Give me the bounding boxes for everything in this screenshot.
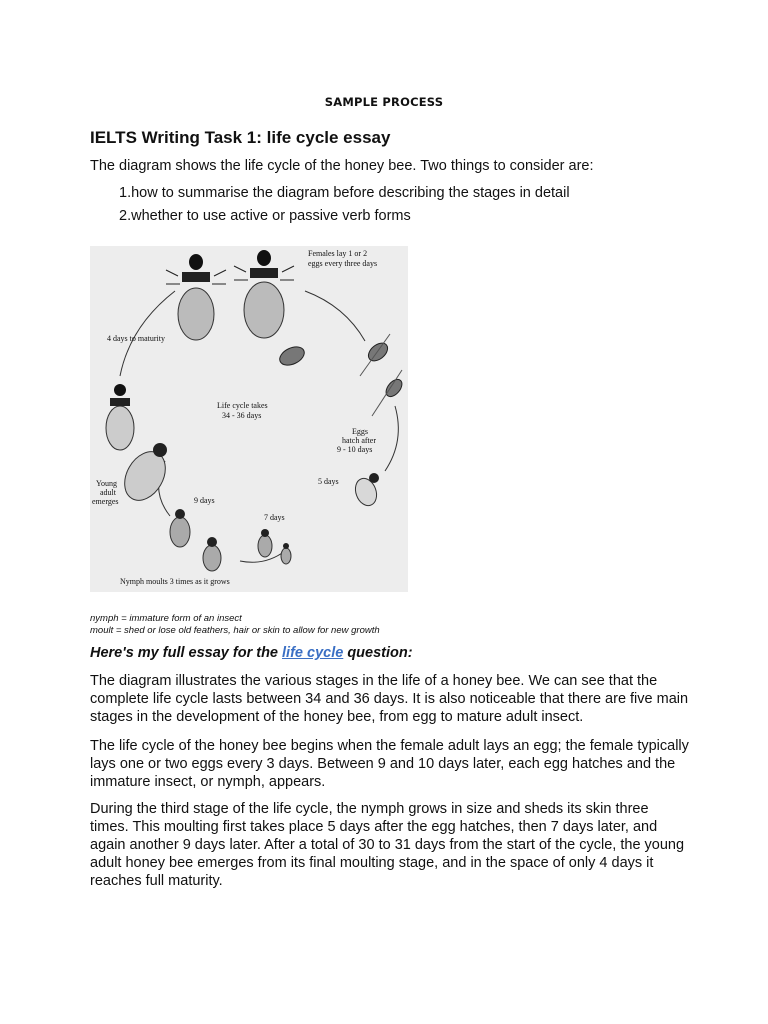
essay-paragraph-3: During the third stage of the life cycle, the nymph grows in size and sheds its skin three times. This moulting first takes place 5 days after the egg hatches, then 7 days later, and again another 9 days later. After a total of 30 to 31 days from the start of the cycle, the young adult honey bee emerges from its final moulting stage, and in the space of only 4 days it reaches full maturity.	[90, 801, 685, 889]
egg-icon	[277, 343, 307, 368]
essay-heading-end: question:	[343, 645, 413, 661]
intro-text: The diagram shows the life cycle of the honey bee. Two things to consider are:	[90, 158, 594, 174]
nymph-icon	[203, 537, 221, 571]
young-label-1: Young	[96, 479, 117, 488]
moult-definition: moult = shed or lose old feathers, hair or skin to allow for new growth	[90, 625, 380, 636]
maturity-label: 4 days to maturity	[107, 334, 165, 343]
essay-paragraph-2: The life cycle of the honey bee begins when the female adult lays an egg; the female typically lays one or two eggs every 3 days. Between 9 and 10 days later, each egg hatches and the immature insect, or nymph, appears.	[90, 738, 689, 790]
young-label-3: emerges	[92, 497, 119, 506]
essay-paragraph-1: The diagram illustrates the various stages in the life of a honey bee. We can see that the complete life cycle lasts between 34 and 36 days. It is also noticeable that there are five main stages in the development of the honey bee, from egg to mature adult insect.	[90, 673, 689, 725]
glossary-notes	[90, 613, 380, 637]
life-cycle-link[interactable]: life cycle	[282, 645, 344, 661]
females-label-2: eggs every three days	[308, 259, 378, 268]
arrow-to-hatch	[385, 406, 398, 471]
adult-bee-icon	[166, 254, 226, 340]
consideration-list	[119, 185, 570, 231]
five-days-label: 5 days	[318, 477, 339, 486]
maturing-bee-icon	[106, 384, 134, 450]
essay-heading	[90, 645, 413, 661]
task-title: IELTS Writing Task 1: life cycle essay	[90, 128, 391, 147]
females-label-1: Females lay 1 or 2	[308, 249, 368, 258]
center-label-2: 34 - 36 days	[222, 411, 262, 420]
eggs-label-1: Eggs	[352, 427, 368, 436]
egg-icon	[372, 370, 405, 416]
sample-process-heading: SAMPLE PROCESS	[324, 95, 444, 109]
center-label-1: Life cycle takes	[217, 401, 268, 410]
bee-life-cycle-diagram	[90, 246, 408, 592]
list-item: 1.how to summarise the diagram before describing the stages in detail	[119, 185, 570, 201]
essay-heading-start: Here's my full essay for the	[90, 645, 283, 661]
adult-bee-icon	[234, 250, 294, 338]
nine-days-label: 9 days	[194, 496, 215, 505]
young-label-2: adult	[100, 488, 116, 497]
nymph-icon	[352, 473, 380, 509]
arrow-to-eggs	[305, 291, 365, 341]
nymph-icon	[281, 543, 291, 564]
list-item: 2.whether to use active or passive verb forms	[119, 208, 411, 224]
nymph-label: Nymph moults 3 times as it grows	[120, 577, 230, 586]
young-adult-bee-icon	[116, 443, 173, 508]
eggs-label-3: 9 - 10 days	[337, 445, 373, 454]
nymph-icon	[258, 529, 272, 557]
nymph-definition: nymph = immature form of an insect	[90, 613, 242, 624]
eggs-label-2: hatch after	[342, 436, 376, 445]
nymph-icon	[170, 509, 190, 547]
seven-days-label: 7 days	[264, 513, 285, 522]
diagram-canvas	[90, 246, 408, 592]
